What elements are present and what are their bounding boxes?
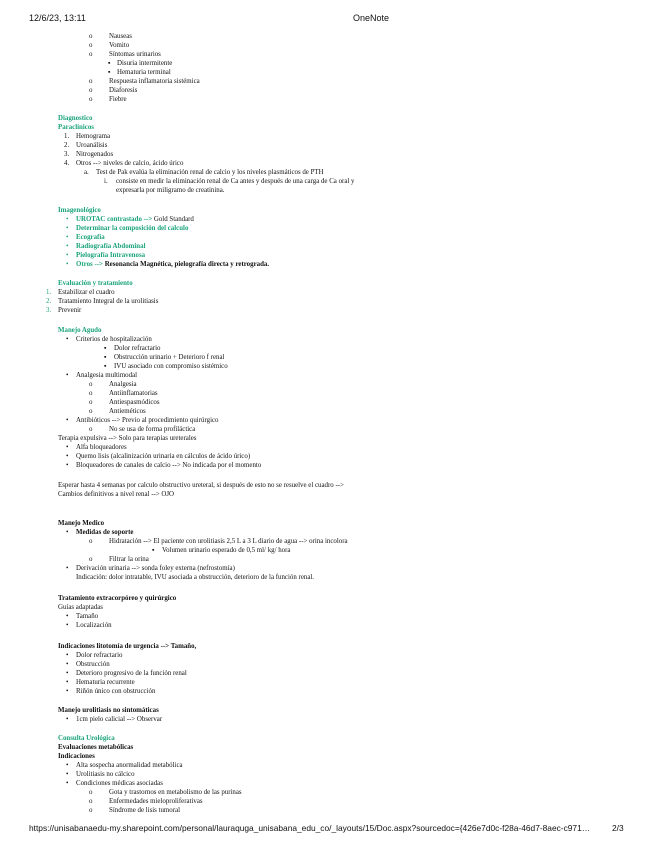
dot-bullet: •	[66, 453, 69, 460]
list-item: Filtrar la orina	[109, 556, 149, 563]
list-item: Síndrome de lisis tumoral	[109, 807, 181, 814]
dot-bullet: •	[66, 336, 69, 343]
list-item: Dolor refractario	[76, 652, 123, 659]
dot-bullet: •	[66, 762, 69, 769]
dot-bullet: •	[66, 716, 69, 723]
dot-bullet: •	[66, 216, 69, 223]
list-item: Alfa bloqueadores	[76, 444, 127, 451]
list-item	[76, 216, 194, 224]
list-item: Prevenir	[58, 307, 82, 314]
circle-bullet: o	[89, 426, 93, 433]
list-item: Hematuria recurrente	[76, 679, 135, 686]
circle-bullet: o	[89, 390, 93, 397]
page-url: https://unisabanaedu-my.sharepoint.com/personal/lauraquga_unisabana_edu_co/_layouts/15/Doc.aspx?sourcedoc={426e7d0c-f28a-46d7-8aec-c971…	[29, 823, 591, 833]
list-letter: a.	[84, 169, 89, 176]
list-number: 3.	[46, 307, 52, 314]
list-item	[76, 261, 269, 269]
dot-bullet: •	[66, 688, 69, 695]
list-item: consiste en medir la eliminación renal de Ca antes y después de una carga de Ca oral y	[116, 178, 355, 185]
list-item: Bloqueadores de canales de calcio --> No indicada por el momento	[76, 462, 262, 469]
circle-bullet: o	[89, 789, 93, 796]
list-item: Respuesta inflamatoria sistémica	[109, 78, 200, 85]
section-title-asintomaticas: Manejo urolitiasis no sintomáticas	[58, 707, 159, 714]
dot-bullet: •	[66, 670, 69, 677]
section-title-imagenologico: Imagenológico	[58, 207, 101, 214]
list-item: Quemo lisis (alcalinización urinaria en cálculos de ácido úrico)	[76, 453, 251, 460]
list-item: Alta sospecha anormalidad metabólica	[76, 762, 183, 769]
list-number: 1.	[64, 133, 70, 140]
dot-bullet: •	[66, 771, 69, 778]
section-title-diagnostico: Diagnostico	[58, 115, 93, 122]
section-title-manejo-medico: Manejo Medico	[58, 520, 105, 527]
square-bullet: ▪	[108, 60, 111, 67]
list-item: Síntomas urinarios	[109, 51, 161, 58]
circle-bullet: o	[89, 42, 93, 49]
square-bullet: ▪	[152, 547, 155, 554]
list-item: Test de Pak evalúa la eliminación renal de calcio y los niveles plasmáticos de PTH	[96, 169, 324, 176]
dot-bullet: •	[66, 372, 69, 379]
section-title-litotomia: Indicaciones litotomía de urgencia --> Tamaño,	[58, 643, 197, 650]
dot-bullet: •	[66, 529, 69, 536]
list-item: Antibióticos --> Previo al procedimiento quirúrgico	[76, 417, 219, 424]
list-item: Tratamiento Integral de la urolitiasis	[58, 298, 159, 305]
subsection-title-evaluaciones: Evaluaciones metabólicas	[58, 744, 134, 751]
list-item: Medidas de soporte	[76, 529, 134, 536]
list-number: 3.	[64, 151, 70, 158]
dot-bullet: •	[66, 780, 69, 787]
list-item: No se usa de forma profiláctica	[109, 426, 196, 433]
list-item: Ecografía	[76, 234, 105, 241]
dot-bullet: •	[66, 444, 69, 451]
square-bullet: ▪	[108, 69, 111, 76]
circle-bullet: o	[89, 556, 93, 563]
list-number: 4.	[64, 160, 70, 167]
dot-bullet: •	[66, 252, 69, 259]
list-item: Tamaño	[76, 613, 99, 620]
list-item: Disuria intermitente	[117, 60, 173, 67]
dot-bullet: •	[66, 234, 69, 241]
paragraph: Guías adaptadas	[58, 604, 103, 611]
dot-bullet: •	[66, 261, 69, 268]
circle-bullet: o	[89, 33, 93, 40]
dot-bullet: •	[66, 622, 69, 629]
circle-bullet: o	[89, 798, 93, 805]
circle-bullet: o	[89, 78, 93, 85]
list-item: Antieméticos	[109, 408, 146, 415]
circle-bullet: o	[89, 87, 93, 94]
circle-bullet: o	[89, 381, 93, 388]
list-item: Diaforesis	[109, 87, 138, 94]
circle-bullet: o	[89, 399, 93, 406]
dot-bullet: •	[66, 462, 69, 469]
dot-bullet: •	[66, 243, 69, 250]
list-item: Obstrucción	[76, 661, 110, 668]
paragraph: Terapia expulsiva --> Solo para terapias ureterales	[58, 435, 197, 442]
list-roman: i.	[104, 178, 108, 185]
print-datetime: 12/6/23, 13:11	[29, 13, 86, 23]
list-item: Estabilizar el cuadro	[58, 289, 115, 296]
list-item: IVU asociado con compromiso sistémico	[114, 363, 228, 370]
list-item: Analgesia	[109, 381, 137, 388]
section-title-consulta: Consulta Urológica	[58, 735, 115, 742]
list-item: Hidratación --> El paciente con urolitiasis 2,5 L a 3 L diario de agua --> orina incolora	[109, 538, 348, 545]
list-item: Fiebre	[109, 96, 127, 103]
item-detail: Resonancia Magnética, pielografía directa y retrograda.	[102, 261, 270, 268]
list-item: Determinar la composición del calculo	[76, 225, 189, 232]
list-item: Riñón único con obstrucción	[76, 688, 156, 695]
list-item: Localización	[76, 622, 112, 629]
list-item: Hematuria terminal	[117, 69, 171, 76]
list-item: Hemograma	[76, 133, 111, 140]
list-item-continued: expresarla por miligramo de creatinina.	[116, 187, 225, 194]
item-label: UROTAC contrastado -->	[76, 216, 153, 223]
list-item: Criterios de hospitalización	[76, 336, 152, 343]
dot-bullet: •	[66, 652, 69, 659]
section-title-tratamiento: Tratamiento extracorpóreo y quirúrgico	[58, 595, 177, 602]
list-item: Gota y trastornos en metabolismo de las purinas	[109, 789, 242, 796]
list-item: Nitrogenados	[76, 151, 114, 158]
dot-bullet: •	[66, 661, 69, 668]
circle-bullet: o	[89, 96, 93, 103]
list-item: Radiografía Abdominal	[76, 243, 146, 250]
list-item: Antiespasmódicos	[109, 399, 160, 406]
list-item: 1cm pielo calicial --> Observar	[76, 716, 163, 723]
list-item-continued: Indicación: dolor intratable, IVU asociada a obstrucción, deterioro de la función renal.	[76, 574, 315, 581]
list-item: Urolitiasis no cálcico	[76, 771, 135, 778]
list-item: Derivación urinaria --> sonda foley externa (nefrostomía)	[76, 565, 235, 572]
circle-bullet: o	[89, 807, 93, 814]
dot-bullet: •	[66, 225, 69, 232]
dot-bullet: •	[66, 565, 69, 572]
list-item: Condiciones médicas asociadas	[76, 780, 163, 787]
square-bullet: ▪	[104, 345, 107, 352]
square-bullet: ▪	[104, 354, 107, 361]
paragraph: Esperar hasta 4 semanas por calculo obstructivo ureteral, si después de esto no se resuelve el cuadro -->	[58, 482, 344, 489]
subsection-title-paraclinicos: Paraclínicos	[58, 124, 94, 131]
section-title-evaluacion: Evaluación y tratamiento	[58, 280, 133, 287]
list-item: Pielografía Intravenosa	[76, 252, 146, 259]
list-item: Enfermedades mieloproliferativas	[109, 798, 203, 805]
list-item: Analgesia multimodal	[76, 372, 138, 379]
list-item: Volumen urinario esperado de 0,5 ml/ kg/ hora	[162, 547, 291, 554]
subsection-title-indicaciones: Indicaciones	[58, 753, 95, 760]
circle-bullet: o	[89, 538, 93, 545]
list-item: Nauseas	[109, 33, 132, 40]
circle-bullet: o	[89, 51, 93, 58]
item-label: Otros -->	[76, 261, 103, 268]
dot-bullet: •	[66, 417, 69, 424]
list-item: Obstrucción urinario + Deterioro f renal	[114, 354, 225, 361]
list-number: 2.	[64, 142, 70, 149]
app-title: OneNote	[353, 13, 390, 23]
page-number: 2/3	[612, 823, 624, 833]
item-detail: Gold Standard	[152, 216, 194, 223]
dot-bullet: •	[66, 613, 69, 620]
list-item: Dolor refractario	[114, 345, 161, 352]
list-number: 2.	[46, 298, 52, 305]
list-item: Otros --> niveles de calcio, ácido úrico	[76, 160, 184, 167]
list-item: Antiinflamatorias	[109, 390, 158, 397]
square-bullet: ▪	[104, 363, 107, 370]
dot-bullet: •	[66, 679, 69, 686]
circle-bullet: o	[89, 408, 93, 415]
list-item: Uroanálisis	[76, 142, 108, 149]
section-title-manejo-agudo: Manejo Agudo	[58, 327, 102, 334]
list-item: Vomito	[109, 42, 130, 49]
list-number: 1.	[46, 289, 52, 296]
list-item: Deterioro progresivo de la función renal	[76, 670, 187, 677]
paragraph: Cambios definitivos a nivel renal --> OJO	[58, 491, 175, 498]
